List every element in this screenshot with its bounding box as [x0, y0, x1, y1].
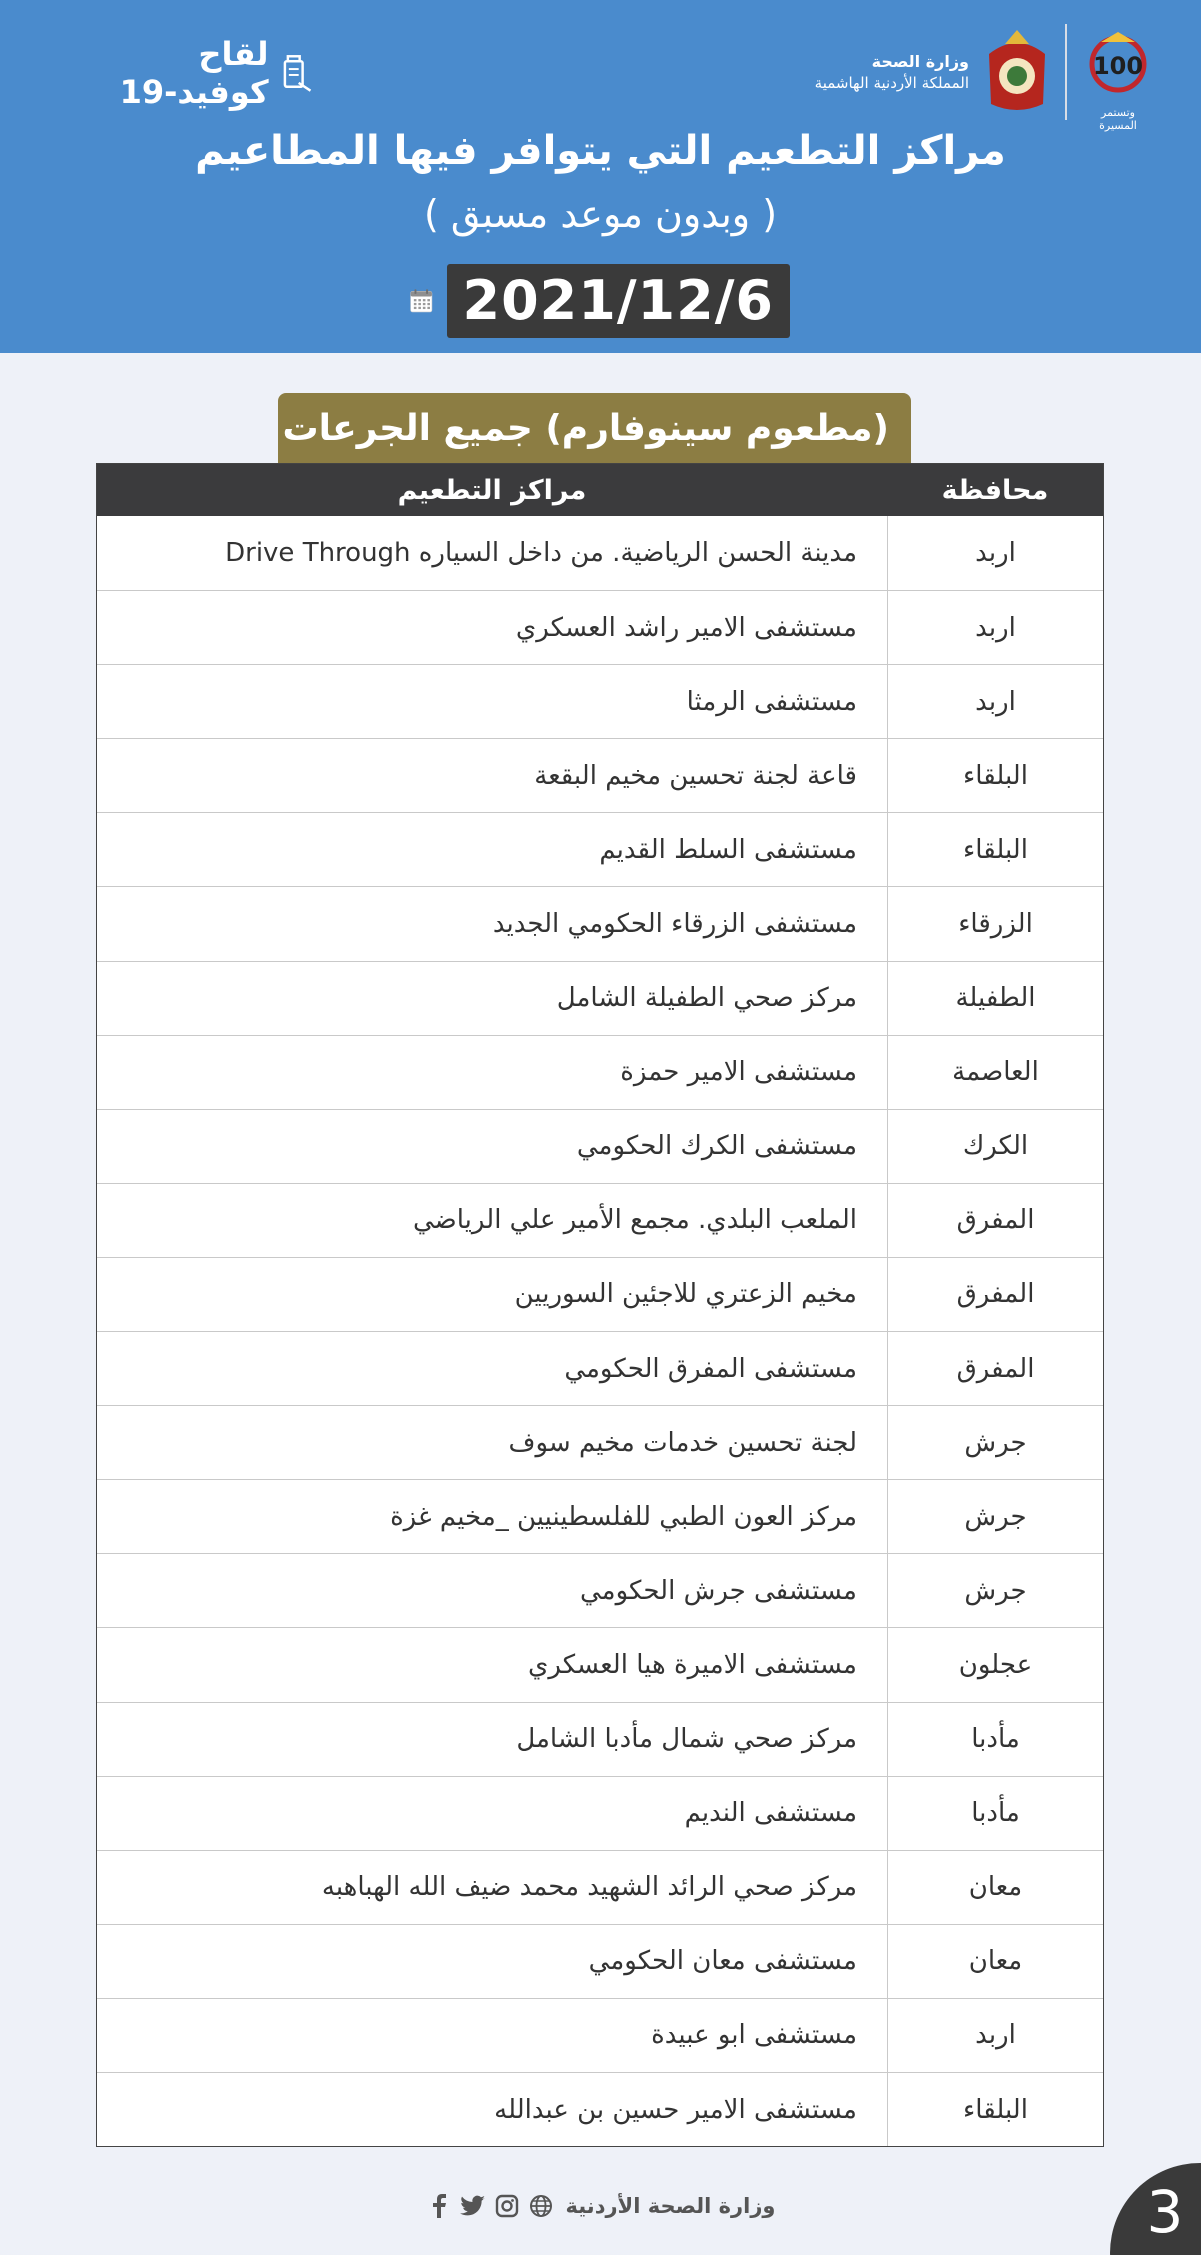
table-row: [97, 1109, 1103, 1183]
cell-center: الملعب البلدي. مجمع الأمير علي الرياضي: [413, 1205, 857, 1236]
vaccination-centers-table: [96, 463, 1104, 2147]
cell-center: مستشفى الكرك الحكومي: [576, 1131, 857, 1162]
cell-governorate: عجلون: [887, 1628, 1103, 1701]
header-governorate: محافظة: [941, 474, 1049, 506]
table-row: [97, 1183, 1103, 1257]
cell-governorate: البلقاء: [887, 739, 1103, 812]
cell-center: مستشفى السلط القديم: [599, 834, 857, 865]
cell-center: مخيم الزعتري للاجئين السوريين: [514, 1279, 857, 1310]
table-row: [97, 1479, 1103, 1553]
centennial-caption: وتستمر المسيرة: [1099, 106, 1137, 132]
cell-governorate: العاصمة: [887, 1036, 1103, 1109]
date-value: 2021/12/6: [447, 264, 790, 338]
table-row: [97, 738, 1103, 812]
cell-governorate: مأدبا: [887, 1703, 1103, 1776]
ministry-text: [815, 51, 969, 93]
ministry-name: وزارة الصحة: [871, 52, 969, 72]
cell-center: مستشفى الامير حمزة: [620, 1057, 857, 1088]
table-row: [97, 1257, 1103, 1331]
vaccine-icon: [279, 53, 312, 93]
table-row: [97, 1035, 1103, 1109]
svg-text:100: 100: [1092, 52, 1144, 80]
footer: [0, 2188, 1201, 2224]
cell-governorate: جرش: [887, 1554, 1103, 1627]
table-row: [97, 886, 1103, 960]
header-center: مراكز التطعيم: [397, 474, 587, 506]
table-row: [97, 2072, 1103, 2146]
page-number: 3: [1146, 2178, 1184, 2246]
cell-governorate: الكرك: [887, 1110, 1103, 1183]
cell-center: مركز صحي شمال مأدبا الشامل: [516, 1724, 857, 1755]
table-row: [97, 812, 1103, 886]
table-row: [97, 1702, 1103, 1776]
header-banner: [0, 0, 1201, 353]
table-row: [97, 1405, 1103, 1479]
cell-governorate: اربد: [887, 1999, 1103, 2072]
cell-center: مستشفى الاميرة هيا العسكري: [528, 1649, 857, 1680]
logo-divider: [1065, 24, 1067, 120]
cell-governorate: المفرق: [887, 1258, 1103, 1331]
cell-governorate: اربد: [887, 516, 1103, 590]
table-body: [97, 516, 1103, 2146]
logos-group: [735, 22, 1155, 132]
cell-center: مستشفى الرمثا: [686, 686, 857, 717]
cell-governorate: البلقاء: [887, 2073, 1103, 2146]
table-row: [97, 664, 1103, 738]
cell-center: مستشفى الامير حسين بن عبدالله: [494, 2094, 857, 2125]
page-title: مراكز التطعيم التي يتوافر فيها المطاعيم: [195, 128, 1006, 174]
centennial-emblem-icon: [1081, 22, 1155, 102]
table-row: [97, 1924, 1103, 1998]
calendar-icon: [410, 265, 433, 337]
instagram-icon[interactable]: [494, 2193, 520, 2219]
cell-center: مستشفى جرش الحكومي: [580, 1575, 857, 1606]
table-row: [97, 1998, 1103, 2072]
table-row: [97, 516, 1103, 590]
cell-center: مستشفى معان الحكومي: [588, 1946, 857, 1977]
kingdom-name: المملكة الأردنية الهاشمية: [814, 73, 969, 92]
cell-governorate: اربد: [887, 591, 1103, 664]
date-group: [410, 262, 790, 340]
cell-governorate: مأدبا: [887, 1777, 1103, 1850]
table-row: [97, 1553, 1103, 1627]
social-icons: [426, 2193, 554, 2219]
table-row: [97, 590, 1103, 664]
coat-of-arms-icon: [983, 24, 1051, 120]
table-row: [97, 961, 1103, 1035]
facebook-icon[interactable]: [426, 2193, 452, 2219]
cell-center: مركز العون الطبي للفلسطينيين _مخيم غزة: [390, 1501, 857, 1532]
vaccine-tag-label: لقاح كوفيد-19: [119, 35, 269, 111]
cell-center: مستشفى الامير راشد العسكري: [515, 612, 857, 643]
cell-governorate: البلقاء: [887, 813, 1103, 886]
table-row: [97, 1850, 1103, 1924]
centennial-logo: [1081, 22, 1155, 132]
cell-governorate: الطفيلة: [887, 962, 1103, 1035]
twitter-icon[interactable]: [460, 2193, 486, 2219]
cell-center: لجنة تحسين خدمات مخيم سوف: [508, 1427, 857, 1458]
cell-governorate: الزرقاء: [887, 887, 1103, 960]
cell-center: مدينة الحسن الرياضية. من داخل السياره Drive Through: [225, 538, 857, 569]
cell-center: مستشفى ابو عبيدة: [651, 2020, 857, 2051]
vaccine-tag: [42, 35, 312, 111]
cell-center: مركز صحي الرائد الشهيد محمد ضيف الله الهباهبه: [321, 1872, 857, 1903]
table-row: [97, 1627, 1103, 1701]
cell-governorate: جرش: [887, 1406, 1103, 1479]
cell-governorate: اربد: [887, 665, 1103, 738]
cell-governorate: معان: [887, 1925, 1103, 1998]
table-header: [97, 464, 1103, 516]
globe-icon[interactable]: [528, 2193, 554, 2219]
cell-center: مستشفى النديم: [684, 1798, 857, 1829]
cell-center: مركز صحي الطفيلة الشامل: [556, 983, 857, 1014]
vaccine-type-banner: (مطعوم سينوفارم) جميع الجرعات: [278, 393, 911, 463]
table-row: [97, 1776, 1103, 1850]
table-row: [97, 1331, 1103, 1405]
cell-center: مستشفى الزرقاء الحكومي الجديد: [492, 909, 857, 940]
footer-text: وزارة الصحة الأردنية: [565, 2194, 776, 2218]
cell-governorate: جرش: [887, 1480, 1103, 1553]
cell-center: قاعة لجنة تحسين مخيم البقعة: [534, 760, 857, 791]
cell-center: مستشفى المفرق الحكومي: [564, 1353, 857, 1384]
page-subtitle: ( وبدون موعد مسبق ): [423, 192, 778, 236]
cell-governorate: المفرق: [887, 1184, 1103, 1257]
cell-governorate: المفرق: [887, 1332, 1103, 1405]
cell-governorate: معان: [887, 1851, 1103, 1924]
